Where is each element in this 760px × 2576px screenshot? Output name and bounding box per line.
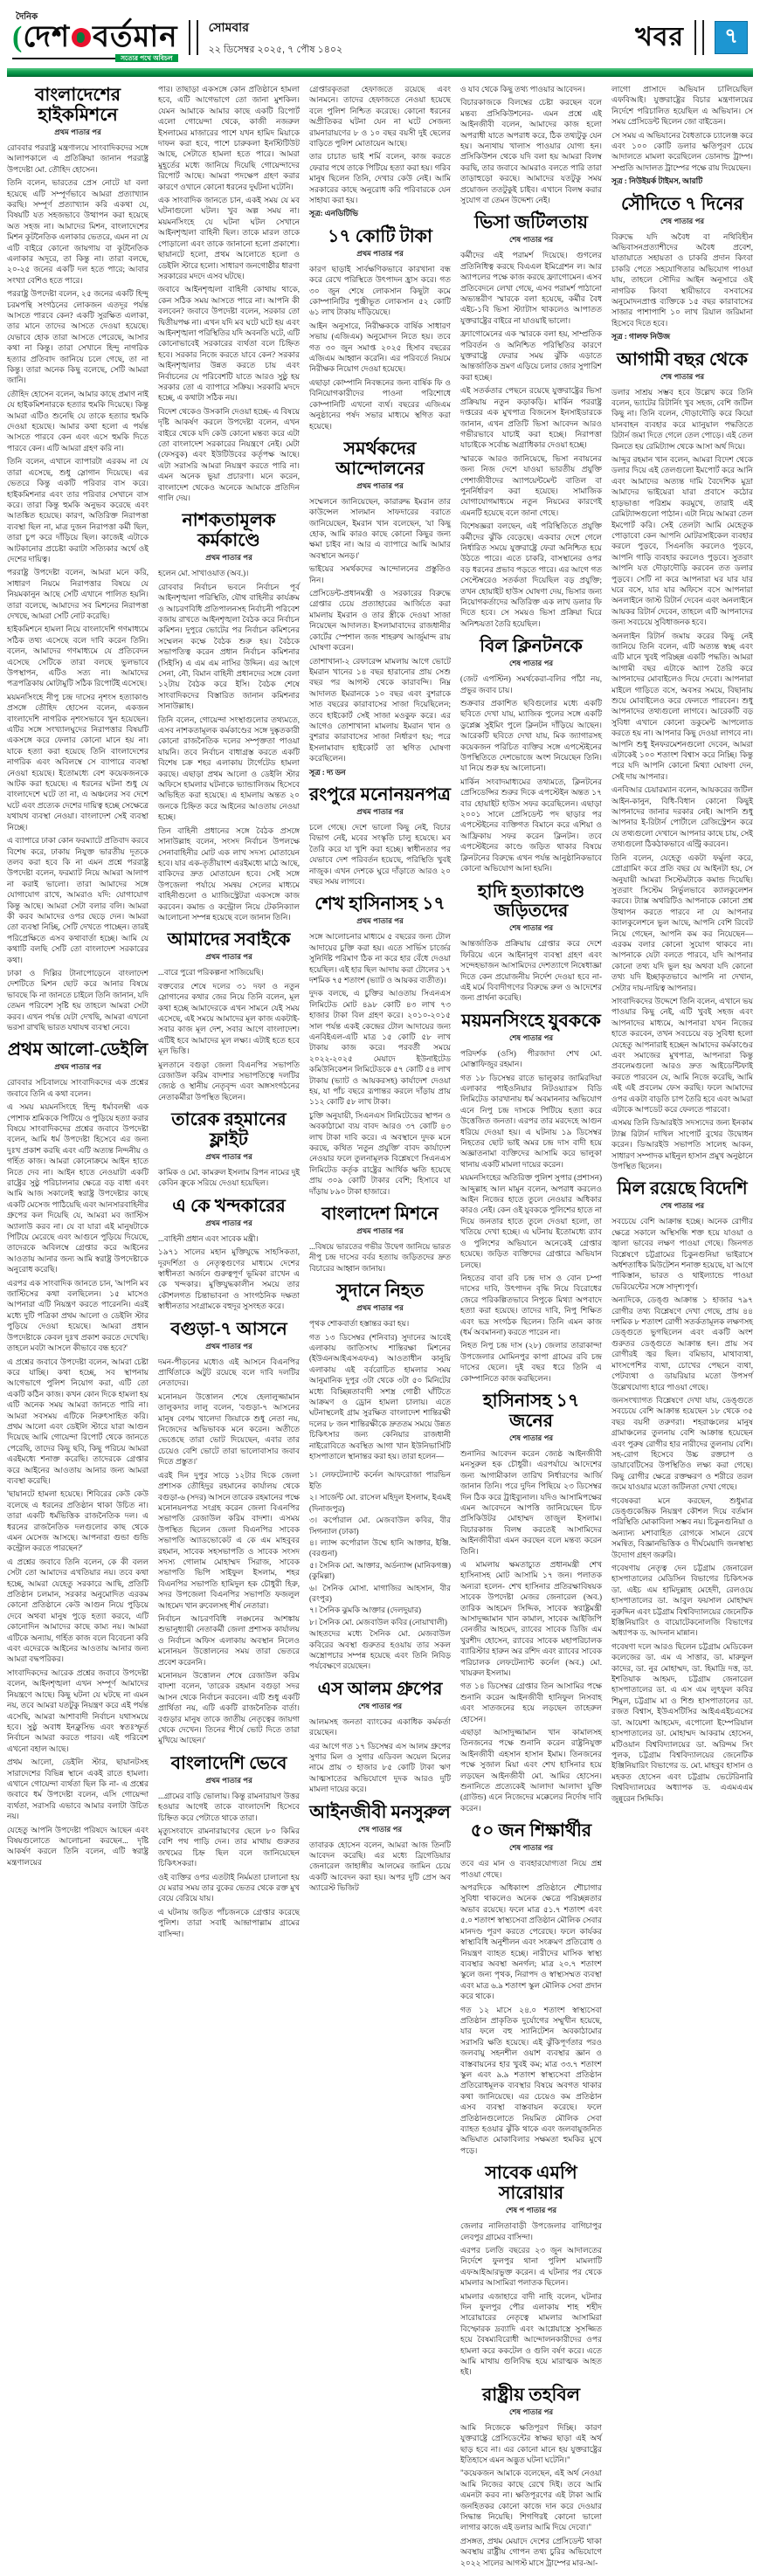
jump-label: প্রথম পাতার পর: [356, 1303, 404, 1313]
article-paragraph: তোশাখানা-২ রেফারেন্স মামলায় আগে ভোটে ইমরান খানের ১৪ বছর হারানোর প্রায় সেশু বছর পর আগস্ট থেকে কারাবন্দি। নিম্ন আদালত ইমরানকে ১০ বছর এবং বুশরাকে সাত বছরের কারাবাসের সাজা দিয়েছিলেন; তবে হাইকোর্ট সেই সাজা মওকুফ করে। এর আগেও তোশাখানা মামলায় ইমরান খান ও বুশরার কারাবাসের সাজা নির্ধারণ হয়; পরে ইসলামাবাদ হাইকোর্ট তা স্থগিত ঘোষণা করেছিলেন।: [309, 656, 451, 763]
article-paragraph: জবাবে আইনশৃঙ্খলা বাহিনী কোথায় থাকে, কেন সঠিক সময় আসতে পারে না। আপনি কী বলবেন? জবাবে উপদেষ্টা বলেন, সরকার তো দ্বিতীয়পক্ষ না। এখন যদি মব ঘটে ঘটে হয় এবং আইনশৃঙ্খলা পরিস্থিতির যদি অবনতি ঘটে, এটি কোনোভাবেই সরকারের ব্যর্থতা বলে চিহ্নিত হবে। সরকার নিজে করতে যাবে কেন? সরকার আইনশৃঙ্খলার উন্নত করতে চায় এবং নির্বাচনের যে পরিবেশটি যাতে আরও সুষ্ঠু হয় সরকার তো এ ব্যাপারে সক্রিয়। সরকারি মদদে হচ্ছে, এ কথাটা সঠিক নয়।: [158, 285, 301, 403]
article-paragraph: এরই দিন দুপুর সাড়ে ১২টার দিকে জেলা প্রশাসক তৌহিদুর রহমানের কার্যালয় থেকে বগুড়া-৬ (সদর) আসনে তারেক রহমানের পক্ষে মনোনয়নপত্র সংগ্রহ করেন জেলা বিএনপির সভাপতি রেজাউল করিম বাদশা। এসময় উপস্থিত ছিলেন জেলা বিএনপির সাবেক সভাপতি অ্যাডভোকেট এ কে এম মাহবুবর রহমান, সাবেক সহসভাপতি ও সাবেক সংসদ সদস্য গোলাম মোহাম্মদ সিরাজ, সাবেক সভাপতি ভিপি সাইফুল ইসলাম, শহর বিএনপির সভাপতি হামিদুল হক চৌধুরী হিরু, সদর উপজেলা বিএনপির সভাপতি ফজলুল আহমেদ খান রুবেলসহ শীর্ষ নেতারা।: [158, 1470, 300, 1610]
article-paragraph: চলে গেছে। দেশে ভালো কিছু নেই, বিচার বিভাগ নেই, মবের সংস্কৃতি চালু হয়েছে। মব তৈরি করে যা খুশি করা হচ্ছে। স্বাধীনতার পর যেভাবে দেশ পরিবর্তন হয়েছে, পরিস্থিতি খুবই নাজুক। এখন দেশকে ঘুরে দাঁড়াতে আরও ২০ বছর সময় লাগবে।: [309, 822, 451, 886]
article-paragraph: জেলার নালিতাবাড়ী উপজেলার বাগিচাপুর লেবপুর গ্রামের বাসিন্দা।: [460, 2221, 602, 2241]
article-headline: রংপুরে মনোনয়নপত্র: [309, 784, 451, 805]
article-headline: সাবেক এমপি সারোয়ার: [485, 2164, 577, 2204]
article-paragraph: আব্দুর রহমান খান বলেন, আমরা বিদেশ থেকে ডলার দিয়ে এই তেলগুলো ইমপোর্ট করে আনি এবং আমাদের অত্যন্ত দামি বৈদেশিক মুদ্রা আমাদের ভাইয়েরা যারা প্রবাসে কঠোর হাড়ভাঙা পরিশ্রম করমুখে, তারাই এই রেমিট্যান্সগুলো পাঠান। এটা নিয়ে আমরা তেল ইমপোর্ট করি। সেই তেলটা আমি মেহেতুক পোড়াবো কেন আপনি মোটরসাইকেল ব্যবহার করলে পুড়বে, সিএনজি করলেও পুড়বে, আপনি গাড়ি ব্যবহার করলেও পুড়বে। সুতরাং আপনি যত দৌড়াদৌড়ি করবেন তত ডলার পুড়বে। সেটি না করে আপনারা ঘর যার যার ঘরে বসে, যার যার অফিসে বসে আপনারা অনলাইনে জাস্ট রিটার্ন দেবেন এবং অনলাইনে আয়কর রিটার্ন দেবেন, তাহলে এটি আপনাদের জন্য সবচেয়ে সুবিধাজনক হবে।: [611, 455, 753, 627]
article-paragraph: বক্তব্যের শেষে দলের ৩১ দফা ও নতুন স্লোগানের কথার জের নিয়ে তিনি বলেন, মূল কথা হচ্ছে আমাদেরকে এখন সামনে যেই সময় এসেছে, এই সময়ে আমাদের মূল কাজ একটাই- সবার কাজ মূল দেশ, সবার আগে বাংলাদেশ। এটিই হবে আমাদের মূল লক্ষ্য। এটাই হতে হবে মূল ভিত্তি।: [158, 981, 300, 1056]
article-paragraph: মনোনয়ন উত্তোলন শেষে হেলালুজ্জামান তালুকদার লালু বলেন, 'বগুড়া-৭ আসনের মানুষ বেগম খালেদা জিয়াকে শুধু নেতা নয়, নিজেদের অভিভাবক মনে করেন। অতীতে ভেঙেছে তারা ভোট দিয়েছেন, এবার তার চেয়েও বেশি ভোটে তারা ভালোবাসার জবাব দিতে প্রস্তুত।': [158, 1392, 300, 1467]
jump-label: প্রথম পাতার পর: [356, 248, 404, 258]
jump-label: শেষ পাতার পর: [357, 1824, 403, 1834]
masthead: [0, 0, 760, 66]
article-paragraph: তিন বাহিনী প্রধানের সঙ্গে বৈঠক প্রসঙ্গে সানাউল্লাহ বলেন, সংসদ নির্বাচন উপলক্ষে সেনাবাহিনীর মোট এক লাখ সদস্য মোতায়েন হবে। যার এক-তৃতীয়াংশ এরইমধ্যে মাঠে আছে, বাকিদের দ্রুত মোতায়েন হবে। সেই সঙ্গে উপজেলা পর্যায়ে সমন্বয় সেলের মাধ্যমে বাহিনীগুলো ও ম্যাজিস্ট্রেটরা একসঙ্গে কাজ করবেন। কমান্ড ও কন্ট্রোল নিয়ে টেকনিক্যাল আলোচনা সম্পন্ন হয়েছে বলে জানান তিনি।: [158, 825, 300, 922]
article-paragraph: পার। তাছাড়া একসঙ্গে কোন প্রতিষ্ঠানে হামলা হবে, এটি আগেভাগে তো জানা মুশকিল। যেমন আমাকে আমার কাছে একটি রিপোর্ট এলো গোয়েন্দা থেকে, কাজী নজরুল ইসলামের মাজারের পাশে যখন হামিদ মিয়াকে দাফন করা হবে, পাশে চারুকলা ইনস্টিটিউট আছে, সেটাতে হামলা হতে পারে। আমরা মুহূর্তের মধ্যে জানিয়ে দিয়েছি গোয়েন্দাদের রিপোর্ট আছে। আমরা পদক্ষেপ গ্রহণ করার কারণে ওখানে কোনো ধরনের দুর্ঘটনা ঘটেনি।: [158, 85, 300, 191]
victim-list-item: ৩। কর্পোরাল মো. মেজবাউল কবির, বীর সিগন্যাল (ঢাকা): [309, 1516, 451, 1536]
article-headline: আইনজীবী মনসুরুল: [309, 1802, 451, 1822]
article-paragraph: পররাষ্ট্র উপদেষ্টা বলেন, আমরা মনে করি, সাধারণ নিয়মে নিরাপত্তার বিষয়ে যে নিয়মকানুন আছে সেটি এখানে পালিত হয়নি। তারা বলেছে, আমাদের সব মিশনের নিরাপত্তা দেখছে, আমরা সেটি নোট করেছি।: [7, 568, 149, 620]
article-paragraph: রোববার নির্বাচন ভবনে নির্বাচন পূর্ব আইনশৃঙ্খলা পরিস্থিতি, যৌথ বাহিনীর কার্যক্রম ও আচরণবিধি প্রতিপালনসহ নির্বাচনী পরিবেশ বজায় রাখতে আইনশৃঙ্খলা বৈঠক করে নির্বাচন কমিশন। দুপুরে ভোটের পর নির্বাচন কমিশনের সম্মেলন কক্ষে বৈঠক শুরু হয়। বৈঠকে সভাপতিত্ব করেন প্রধান নির্বাচন কমিশনার (সিইসি) এ এম এম নাসির উদ্দিন। এর আগে সেনা, নৌ, বিমান বাহিনী প্রধানদের সঙ্গে বেলা ১২টায় বৈঠক করে ইসি। বৈঠক শেষে সাংবাদিকদের বিস্তারিত জানান কমিশনার সানাউল্লাহ।: [158, 582, 300, 711]
article-paragraph: ময়মনসিংহে নীপু চন্দ্র দাসের নৃশংস হত্যাকাণ্ড প্রসঙ্গে তৌহিদ হোসেন বলেন, একজন বাংলাদেশি নাগরিক নৃশংসভাবে খুন হয়েছেন। এটির সঙ্গে সংখ্যালঘুদের নিরাপত্তার বিষয়টি একসঙ্গে করে ফেলার কোনো মানে হয় না। যাকে হত্যা করা হয়েছে তিনি বাংলাদেশের নাগরিক এবং অবিলম্বে সে ব্যাপারে ব্যবস্থা নেওয়া হয়েছে। ইতোমধ্যে বেশ কয়েকজনকে আটক করা হয়েছে। এ ধরনের ঘটনা শুধু যে বাংলাদেশে ঘটে তা না, এ অঞ্চলের সব দেশে ঘটে এবং প্রত্যেক দেশের দায়িত্ব হচ্ছে সেক্ষেত্রে যথাযথ ব্যবস্থা নেওয়া। বাংলাদেশ সেই ব্যবস্থা নিচ্ছে।: [7, 692, 149, 832]
article: [158, 1754, 300, 1939]
article-headline: সৌদিতে ৭ দিনের: [621, 194, 743, 214]
article-paragraph: ...বিষয়ে ভারতের গভীর উদ্বেগ জানিয়ে ভারত নীপু চন্দ্র দাসের বর্বর হত্যায় জড়িতদের দ্রুত বিচারের আহ্বান জানায়।: [309, 1242, 451, 1273]
article-paragraph: বিশেষজ্ঞরা বলছেন, এই পরিস্থিতিতে প্রযুক্তি কর্মীদের ঝুঁকি বেড়েছে। একবার দেশে গেলে নির্ধারিত সময়ে যুক্তরাষ্ট্রে ফেরা অনিশ্চিত হয়ে উঠতে পারে। এতে চাকরি, বাসস্থানের ওপর বড় ধরনের প্রভাব পড়তে পারে। এর আগে গত সেপ্টেম্বরেও সতর্কতা দিয়েছিল বড় প্রযুক্তি; তখন হোয়াইট হাউস ঘোষণা দেয়, ভিসার জন্য নিয়োগকর্তাদের অতিরিক্ত এক লাখ ডলার ফি দিতে হবে। সে সময়ও ভিসা প্রক্রিয়া ঘিরে অনিশ্চয়তা তৈরি হয়েছিল।: [460, 521, 602, 628]
article-paragraph: এ প্রশ্নের জবাবে তিনি বলেন, কে কী বলল সেটা তো আমাদের এখতিয়ার নয়। তবে কথা হচ্ছে, আমরা যেহেতু সরকারে আছি, প্রতিটি প্রতিষ্ঠান চলমান, সরকার অনুমোদিত এরকম কোনো প্রতিষ্ঠানে কেউ আগুন নিয়ে পুড়িয়ে দেবে অথবা মানুষ পুড়ে হত্যা করবে, এটি কোনোদিন আমাদের কাছে কাম্য নয়। আমরা এটিকে অন্যায়, গর্হিত কাজ বলে বিবেচনা করি এবং এদেরকে আইনের আওতায় আনার জন্য আমরা বদ্ধপরিকর।: [7, 1557, 149, 1664]
article: [158, 1110, 300, 1189]
article: [611, 1179, 753, 1803]
victim-list-item: ৬। সৈনিক মোসা. মাগাজির আহসান, বীর (রংপুর): [309, 1583, 451, 1603]
article: [309, 227, 451, 432]
article-paragraph: নির্বাচন আচরণবিধি লঙ্ঘনের আশঙ্কায় শুভানুধ্যায়ী নেতাকর্মী জেলা প্রশাসক কার্যালয় ও নির্বাচন অফিস এলাকায় অবস্থান নিলেও মনোনয়ন উত্তোলনের সময় তারা ভেতরে প্রবেশ করেননি।: [158, 1613, 300, 1667]
article-paragraph: সঙ্গে আলোচনার মাধ্যমে ৫ বছরের জন্য টোল আদায়ের চুক্তি করা হয়। এতে সার্ভিস চার্জের সুনির্দিষ্ট পরিমাণ ঠিক না করে হার বেঁধে দেওয়া হয়েছিল। এই হার ছিল আদায় করা টোলের ১৭ দশমিক ৭৫ শতাংশ (ভ্যাট ও আয়কর ব্যতীত)।: [309, 932, 451, 984]
article-headline: নাশকতামূলক কর্মকাণ্ডে: [182, 511, 276, 551]
article-headline: প্রথম আলো-ডেইলি: [7, 1040, 149, 1060]
jump-label: প্রথম পাতার পর: [356, 1226, 404, 1236]
article-headline: বিল ক্লিনটনকে: [480, 637, 583, 657]
article: [7, 86, 149, 1032]
article-paragraph: প্রথম আলো, ডেইলি স্টার, ছায়ানটসহ সারাদেশের বিভিন্ন স্থানে একই রাতে হামলা। এখানে গোয়েন্দা ব্যর্থতা ছিল কি না- এ প্রশ্নের জবাবে ধর্ম উপদেষ্টা বলেন, এসি গোয়েন্দা ব্যর্থতা, সরাসরি এভাবে আমার বলাটা উচিত নয়।: [7, 1758, 149, 1821]
article-paragraph: গত ১৮ ডিসেম্বর রাতে ভালুকার জামিরদিয়া এলাকার পাইওনিয়ার নিটওয়্যারস বিডি লিমিটেড কারখানায় ধর্ম অবমাননার অভিযোগ এনে নিপু চন্দ্র দাসকে পিটিয়ে হত্যা করে উত্তেজিত জনতা। এরপর তার মরদেহে আগুন ধরিয়ে দেওয়া হয়। এ ঘটনায় ১৯ ডিসেম্বর নিহতের ছোট ভাই অমর চন্দ্র দাস বাদী হয়ে অজ্ঞাতনামা ব্যক্তিদের আসামি করে ভালুকা থানায় একটি মামলা দায়ের করেন।: [460, 1073, 602, 1169]
article-paragraph: যেহেতু আপনি উপদেষ্টা পরিষদে আছেন এবং বিষয়গুলোতে আলোচনা করছেন... দৃষ্টি আকর্ষণ করলে তিনি বলেন, এটি স্বরাষ্ট্র মন্ত্রণালয়ের: [7, 1825, 149, 1867]
column-2: [158, 84, 300, 1947]
article-paragraph: হাইকমিশনে হামলা নিয়ে বাংলাদেশি গণমাধ্যমে সঠিক তথ্য এসেছে বলে দাবি করেন তিনি। বলেন, আমাদের গণমাধ্যমে যে প্রতিবেদন এসেছে সেটিকে তারা বলছে ভুলভাবে উপস্থাপন, এটিও সত্য না। আমাদের পত্রপত্রিকায় মোটামুটি সঠিক রিপোর্টই এসেছে।: [7, 625, 149, 688]
article-headline: মিল রয়েছে বিদেশি: [617, 1179, 748, 1199]
article: [611, 195, 753, 342]
article-paragraph: মৃত্যুসংবাদে রামনারায়ণের ছেলে ৮০ কিমির বেশি পথ পাড়ি দেন। তার মাথায় গুরুতর জখমের চিহ্ন ছিল বলে জানিয়েছেন চিকিৎসকরা।: [158, 1827, 300, 1868]
jump-label: প্রথম পাতার পর: [205, 952, 252, 962]
logo-word-1: দেশ: [23, 20, 71, 53]
article-paragraph: হলেন মো. সাখাওয়াত (অব.)।: [158, 569, 249, 578]
jump-label: প্রথম পাতার পর: [205, 553, 252, 563]
article: [158, 1197, 300, 1312]
article: [7, 1040, 149, 1868]
article: [309, 1680, 451, 1795]
article-paragraph: শুক্রবার প্রকাশিত ছবিগুলোর মধ্যে একটি ছবিতে দেখা যায়, ম্যাজিক পুলের সঙ্গে একটি ডুপ্লেক্স সুইমিং পুলে ক্লিনটন দাঁড়িয়ে আছেন। আরেকটি ছবিতে দেখা যায়, মিক জ্যাগারসহ কয়েকজন পরিচিত ব্যক্তির সঙ্গে এপস্টেইনের উপস্থিতিতে দেশভোজে অংশ নিয়েছেন তিনি। যা নিয়ে শুরু হয় আলোচনা।: [460, 699, 602, 773]
article-paragraph: এ ঘটনায় জড়িত পাঁচজনকে গ্রেপ্তার করেছে পুলিশ। তারা সবাই আন্দ্রাপাল্লাম গ্রামের বাসিন্দা।: [158, 1907, 300, 1938]
article-paragraph: প্রসঙ্গত, প্রথম মেয়াদে দেশের প্রেসিডেন্ট থাকা অবস্থায় রাষ্ট্রীয় গোপন তথ্য চুরির অভিযোগে ২০২২ সালের আগস্ট মাসে ট্রাম্পের মার-আ-: [460, 2536, 602, 2567]
article-paragraph: এনবিআর চেয়ারম্যান বলেন, আয়করের জটিল আইন-কানুন, বিধি-বিধান কোনো কিছুই আপনাদের জানার দরকার নেই। আপনি শুধু আপনার ই-রিটার্ন পোর্টালে রেজিস্ট্রেশন করে যে তথ্যগুলো দেখানে আপনার কাছে চায়, সেই তথ্যগুলো ঠিকঠাকভাবে এন্ট্রি করবেন।: [611, 785, 754, 849]
victim-list-item: ৭। সৈনিক ঝুমকি আক্তার (দেলদুয়ার): [309, 1606, 422, 1615]
article: [460, 2164, 602, 2378]
article-paragraph: কামিক ও মো. কামরুল ইসলাম রিপন নামের দুই কেবিন ক্রুকে সরিয়ে দেওয়া হয়েছিল।: [158, 1168, 300, 1188]
column-1: [7, 84, 149, 1875]
article: [309, 1205, 451, 1274]
jump-label: শেষ পাতার পর: [508, 235, 554, 245]
source-line: সূত্র : দ্য ডন: [309, 767, 346, 777]
article-headline: বাংলাদেশ মিশনে: [321, 1205, 439, 1225]
article-paragraph: এ ব্যাপারে ঢাকা কোন ফরম্যাটে প্রতিবাদ করবে বিশেষ করে, ঢাকায় নিযুক্ত ভারতীয় দূতকে তলব করা হবে কি না এমন প্রশ্নে পররাষ্ট্র উপদেষ্টা বলেন, ফরম্যাট নিয়ে আমরা আলাপ না করাই ভালো। তারা আমাদের সঙ্গে যোগাযোগ রাখে, আমরাও যদি: যোগাযোগ কিন্তু আছে। আমরা সেটা বলার বলি। আমরা কী করব আমাদের ওপর ছেড়ে দেন। আমরা তো ব্যবস্থা নিচ্ছি, সেটি দেখতে পাচ্ছেন। তারই পরিপ্রেক্ষিতে এসব কথাবার্তা হচ্ছে। আমি যে কথাটি বলছি সেটি তো বাংলাদেশ সরকারের কথা।: [7, 836, 149, 964]
article-paragraph: নিহত নিপু চন্দ্র দাস (২৮) জেলার তারাকান্দা উপজেলার মোমিনপুর কাপা গ্রামের রবি চন্দ্র দাসের ছেলে। দুই বছর ধরে তিনি এ কোম্পানিতে কাজ করছিলেন।: [460, 1341, 602, 1383]
article-paragraph: চুক্তি অনুযায়ী, সিএনএস লিমিটেডের স্থাপন ও অবকাঠামো ব্যয় বাবদ আরও ৩৭ কোটি ৪৩ লাখ টাকা দাবি করে। এ অবস্থানে দুদক মনে করছে, কথিত 'নতুন প্রযুক্তি' বাবদ কার্যাদেশ নেওয়ার ফলে তুলনামূলক বিশ্লেষণে সিএনএস লিমিটেড কর্তৃক রাষ্ট্রের আর্থিক ক্ষতি হয়েছে প্রায় ৩০৯ কোটি টাকার বেশি; হিসাবে যা দাঁড়ায় ৮৯০ টাকা হাজারে।: [309, 1110, 451, 1196]
article-paragraph: এসময় তিনি ডিআরইউ সদস্যদের জন্য ইনকাম ট্যাক্স রিটার্ন দাখিল সাপোর্ট বুথের উদ্বোধন করেন। ডিআরইউ সভাপতি সালেহ আকন, সাধারণ সম্পাদক মাইনুল হাসান প্রমুখ অনুষ্ঠানে উপস্থিত ছিলেন।: [611, 1118, 753, 1171]
article: [158, 1320, 300, 1746]
article-paragraph: এর আগে গত ১৭ ডিসেম্বর এস আলম গ্রুপের সুগার মিল ও সুগার এডিবল অয়েল মিলের নামে প্রায় ৩ হাজার ৮৫ কোটি টাকা ঋণ আত্মসাতের অভিযোগে দুদক আরও দুটি মামলা দায়ের করে।: [309, 1741, 451, 1794]
article-paragraph: মামলার এজাহারে বাদী নাহি বলেন, ঘটনার দিন ফুলপুর পৌর এলাকায় শাহ শহীদ সারোয়ারের নেতৃত্বে মামলার আসামিরা বিস্ফোরক দ্রব্যাদি এবং আগ্নেয়াস্ত্রে সুসজ্জিত হয়ে বৈষম্যবিরোধী আন্দোলনকারীদের ওপর হামলা করে ককটেল ও গুলি বর্ষণ করে। এতে আমি মাথায় গুলিবিদ্ধ হয়ে মারাত্মক আহত হই।: [460, 2291, 602, 2377]
source-line: সূত্র: এনডিটিভি: [309, 209, 358, 218]
article: [460, 2386, 602, 2568]
victim-list-item: ৫। সৈনিক মো. আক্তার, অর্ডন্যান্স (মানিকগঞ্জ) (কুমিল্লা): [309, 1560, 451, 1581]
article-continuation: [309, 1469, 451, 1671]
jump-label: প্রথম পাতার পর: [205, 1218, 252, 1227]
article-paragraph: ফ্র্যাগোমেনের এক স্মারকে বলা হয়, সাম্প্রতিক পরিবর্তন ও অনিশ্চিত পরিস্থিতির কারণে যুক্তরাষ্ট্রে ফেরার সময় ঝুঁকি এড়াতে আন্তর্জাতিক ভ্রমণ এড়িয়ে চলার জোর সুপারিশ করা হচ্ছে।: [460, 329, 602, 382]
article-headline: শেখ হাসিনাসহ ১৭: [314, 894, 446, 915]
article-paragraph: অনলাইন রিটার্ন জমায় করের কিছু নেই জানিয়ে তিনি বলেন, এটি অত্যন্ত স্বচ্ছ এবং এটি মানে খুবই পরিচ্ছন্ন একটি পদ্ধতি। আমরা আগামী বছর এটাকে অ্যাপ তৈরি করে আপনাদের মোবাইলেও দিয়ে দেবো। আপনারা মাইলে গাড়িতে বসে, অবসর সময়ে, বিছানায় শুয়ে মোবাইলেও করে ফেলতে পারবেন। শুধু আপনাদের তথ্যগুলো লাগবে। আরেকটি বড় সুবিধা এখানে কোনো ডকুমেন্ট আপলোড করতে হয় না। আপনার কিছু দেওয়া লাগবে না। আপনি শুধু ইনফরমেশনগুলো দেবেন, আমরা এটাকেই ১০০ শতাংশ বিশ্বাস করে নিচ্ছি। কিন্তু পরে যদি আপনি কোনো মিথ্যা ঘোষণা দেন, সেই দায় আপনার।: [611, 631, 753, 781]
jump-label: প্রথম পাতার পর: [205, 1775, 252, 1785]
article-paragraph: গবেষণা দলে আরও ছিলেন চট্টগ্রাম মেডিকেল কলেজের ডা. এম এ সাত্তার, ডা. মারুফুল কাদের, ডা. নুর মোহাম্মদ, ডা. হিমাদ্রি দত্ত, ডা. ইশতিয়াক আহমদ, চট্টগ্রাম জেনারেল হাসপাতালের ডা. এ এস এম লুৎফুল কবির শিমুল, চট্টগ্রাম মা ও শিশু হাসপাতালের ডা. রজত বিশ্বাস, ইউএসটিসির আইএএইচএসের ডা. আয়েশা আহমেদ, এপোলো ইম্পেরিয়াল হাসপাতালের ডা. মোহাম্মদ আকরাম হোসেন, মটিওয়ান বিশ্ববিদ্যালয়ের ডা. অরিন্দম সিং পুলক, চট্টগ্রাম বিশ্ববিদ্যালয়ের জেনেটিক ইঞ্জিনিয়ারিং বিভাগের ড. মো. মাহবুব হাসান ও মহকত হোসেন এবং চট্টগ্রাম ভেটেরিনারি বিশ্ববিদ্যালয়ের অধ্যাপক ড. এএমএএম জুন্নুরেন সিদ্দিকি।: [611, 1641, 753, 1803]
article-paragraph: ...বারে পুরো পরিকল্পনা সাজিয়েছি।: [158, 968, 264, 977]
tagline: সত্যের পথে অবিচল: [115, 54, 177, 63]
article-headline: ৫০ জন শিক্ষার্থীর: [470, 1821, 592, 1841]
article-paragraph: তবে এর মান ও ব্যবহারযোগ্যতা নিয়ে প্রশ্ন পাওয়া গেছে।: [460, 1859, 602, 1879]
article: [460, 882, 602, 1004]
article-paragraph: পৃথক শোকবার্তা হস্তান্তর করা হয়।: [309, 1319, 410, 1329]
article-paragraph: গত ১৩ ডিসেম্বর (শনিবার) সুদানের আবেই এলাকায় জাতিসংঘ শান্তিরক্ষা মিশনের (ইউএনআইএসএফএ) আওতাধীন কানুয়ি এলাকায় এই বর্বরোচিত হামলার সময় আনুমানিক দুপুর ৩টা থেকে ৩টা ৫০ মিনিটের মধ্যে বিচ্ছিন্নতাবাদী সশস্ত্র গোষ্ঠী ঘাঁটিতে আক্রমণ ও ড্রোন হামলা চালায়। এতে ঘটনাস্থলেই গ্রাম সুরক্ষিত বাংলাদেশ শান্তিরক্ষী দলের ৮ জন শান্তিরক্ষীকে দ্রুততম সময়ে উন্নত চিকিৎসার জন্য কেনিয়ার রাজধানী নাইরোবিতে অবস্থিত আগা খান ইউনিভার্সিটি হাসপাতালে স্থানান্তর করা হয়। তারা হলেন—: [309, 1332, 451, 1461]
victim-list-item: ২। সার্জেন্ট মো. রাসেল মহিদুল ইসলাম, ইএমই (দিনাজপুর): [309, 1493, 451, 1513]
article-continuation: [309, 84, 451, 219]
article-paragraph: গত ১৪ ডিসেম্বর গ্রেপ্তার তিন আসামির পক্ষে শুনানি করেন আইনজীবী হানিফুল নিসবাহ এবং সাতজনের হয়ে লড়ছেন তাহেরুল হোসেন।: [460, 1682, 602, 1723]
article-paragraph: সবচেয়ে বেশি আক্রান্ত হচ্ছে। অনেক রোগীর ক্ষেত্রে সকালে অস্থিসন্ধি শক্ত হয়ে যাওয়া ও জ্বালা ভাবের লক্ষণ পাওয়া গেছে। জিনগত বিশ্লেষণে চট্টগ্রামের চিকুনগুনিয়া ভাইরাসে অর্ধশতাধিক মিউটেশন শনাক্ত হয়েছে, যা আগে পাকিস্তান, ভারত ও থাইল্যান্ডে পাওয়া ভেরিয়েন্টের সঙ্গে সাদৃশ্যপূর্ণ।: [611, 1217, 753, 1291]
jump-label: প্রথম পাতার পর: [205, 1341, 252, 1350]
jump-label: প্রথম পাতার পর: [356, 916, 404, 926]
article-paragraph: তিনি বলেন, এখানে ব্যাপারটা এরকম না যে তারা এসেছে, শুধু স্লোগান দিয়েছে। এর ভেতরে কিন্তু একটি পরিবার বাস করে। হাইকমিশনার এবং তার পরিবার সেখানে বাস করে। তারা কিন্তু হুমকি অনুভব করেছে এবং আতঙ্কিত হয়েছে। কারণ, অতিরিক্ত নিরাপত্তা ব্যবস্থা ছিল না, মাত্র দুজন নিরাপত্তা কর্মী ছিল, তারা চুপ করে দাঁড়িয়ে ছিল। কাজেই এটাকে আটকানোর প্রচেষ্টা করাটা সত্যিকার অর্থে ওই দেশের দায়িত্ব।: [7, 457, 149, 563]
jump-label: শেষ পাতার পর: [660, 1201, 705, 1211]
article-paragraph: আন্তর্জাতিক প্রক্রিয়ায় গ্রেপ্তার করে দেশে ফিরিয়ে এনে আইনানুগ ব্যবস্থা গ্রহণ এবং সন্দেহভাজন আসামিদের দেশত্যাগে নিষেধাজ্ঞা দিতে কেন প্রয়োজনীয় নির্দেশ দেওয়া হবে না- এই মর্মে বিবাদীগণের বিরুদ্ধে রুল ও আদেশের জন্য প্রার্থনা করেছি।: [460, 939, 602, 1003]
victim-list-item: ৮। সৈনিক মো. মেজবাউল কবির (নোয়াখালী): [309, 1617, 447, 1626]
article-paragraph: সাংবাদিকদের আরেক প্রশ্নের জবাবে উপদেষ্টা বলেন, আইনশৃঙ্খলা এখন সম্পূর্ণ আমাদের নিয়ন্ত্রণে আছে। কিছু ঘটনা যে ঘটছে না এমন নয়, তবে আমরা যতটুকু নিয়ন্ত্রণ করে এই পর্যন্ত এসেছি, আমরা আশাবাদী নির্বাচন যথাসময়ে হবে। সুষ্ঠু অবাধ ইনক্লুসিভ এবং স্বতঃস্ফূর্ত নির্বাচন আমরা করতে পারব। এই পরিবেশ এখনো বহাল আছে।: [7, 1668, 149, 1753]
article-headline: এ কে খন্দকারের: [172, 1196, 286, 1216]
source-line: সূত্র : নিউইয়র্ক টাইমস, আরটি: [611, 176, 703, 186]
article-paragraph: শুনানির আবেদন করেন জ্যেষ্ঠ আইনজীবী মনসুরুল হক চৌধুরী। এরপর্যায়ে আদেশের জন্য আগামীকাল তারিখ নির্ধারণের আর্জি জানান তিনি। পরে দুদিন পিছিয়ে ২৩ ডিসেম্বর দিন ঠিক করে ট্রাইব্যুনাল। যদিও আসামিপক্ষের এমন আবেদনে আপত্তি জানিয়েছেন চিফ প্রসিকিউটর মোহাম্মদ তাজুল ইসলাম। বিচারকাজ বিলম্ব করতেই আসামিদের আইনজীবীরা এমন করছেন বলে মন্তব্য করেন তিনি।: [460, 1448, 602, 1556]
article-paragraph: বিচারকাজকে বিলম্বের চেষ্টা করছেন বলে মন্তব্য প্রসিকিউশনের- এমন প্রশ্নে এই আইনজীবী বলেন, আমাদের কাজ হলো অপরাধী যাতে অপরাধ করে, ঠিক তথ্যটুকু যেন হয়। অন্যথায় খালাস পাওয়ার যোগ্য হন। প্রসিকিউশন থেকে যদি বলা হয় আমরা বিলম্ব করছি, তার জবাবে আমরাও বলতে পারি তারা তাড়াহুড়ো করছে। আমাদের যতটুকু সময় প্রয়োজন ততটুকুই চাইব। এখানে বিলম্ব করার সুযোগ বা তেমন উদ্দেশ্য নেই।: [460, 98, 602, 205]
article-headline: তারেক রহমানের ফ্লাইট: [171, 1110, 287, 1150]
article-paragraph: এক সাংবাদিক জানতে চান, একই সময় যে মব ঘটনাগুলো ঘটল। খুব অল্প সময় না। ময়মনসিংহে যে ঘটনা ঘটল সেখানে আইনশৃঙ্খলা বাহিনী ছিল। তাকে মারল তাকে পোড়ালো এবং তাকে জানানো হলো প্রকাশ্যে। ছায়ানটে হলো, প্রথম আলোতে হলো ও ডেইলি স্টারে হলো। সাধারণ জনগোষ্ঠীর ধারণা সরকারের মদদে এসব ঘটছে।: [158, 196, 300, 280]
victim-list-item: আহতদের মধ্যে সৈনিক মো. মেজবাউল কবিরের অবস্থা গুরুতর হওয়ায় তার সকল অস্ত্রোপচার সম্পন্ন হয়েছে এবং তিনি নিবিড় পর্যবেক্ষণে রয়েছেন।: [309, 1629, 451, 1671]
article-paragraph: পররাষ্ট্র উপদেষ্টা বলেন, ২৫ জনের একটি হিন্দু চরমপন্থি সংগঠনের লোকজন এতদূর পর্যন্ত আসতে পারবে কেন? একটি সুরক্ষিত এলাকা, তার মানে তাদের আসতে দেওয়া হয়েছে। যেভাবে হোক তারা আসতে পেরেছে, আসার কথা না কিন্তু। তারা সেখানে হিন্দু নাগরিক হত্যার প্রতিবাদ জানিয়ে চলে গেছে, তা না কিন্তু। তারা অনেক কিছু বলেছে, সেটি আমরা জানি।: [7, 289, 149, 385]
logo-rule: [12, 58, 115, 59]
article-paragraph: সাংবাদিকদের উদ্দেশে তিনি বলেন, এখানে ভয় পাওয়ার কিছু নেই, এটি খুবই সহজ এবং আপনাদের মাধ্যমে, আপনারা যখন নিজের হাতে করবেন, তখন সবচেয়ে বড় সুবিধা হলো যেহেতু আপনারাই হচ্ছেন আমাদের কর্মকাণ্ডের এবং সমাজের মুখপাত্র, আপনারা কিন্তু প্রবলেমগুলো আরও দ্রুত আইডেন্টিফাই করতে পারবেন যে, আমি নিজে করেছি, আমি এই এই প্রবলেম ফেস করছি। ফলে আমাদের ওপর একটা বাড়তি চাপ তৈরি হবে এবং আমরা এটাকে আপডেট করে ফেলতে পারবো।: [611, 996, 753, 1115]
article-paragraph: কারণ ছাড়াই সার্বক্ষণিকভাবে কারখানা বন্ধ করে রেখে পরিস্থিতে উৎপাদন হ্রাস করে। গত ৩০ জুন শেষে লোকসান কিছুটা কমে কোম্পানিটির পুঞ্জীভূত লোকসান ৫২ কোটি ৬১ লাখ টাকায় দাঁড়িয়েছে।: [309, 264, 451, 317]
article-paragraph: জনসংখ্যাগত বিশ্লেষণে দেখা যায়, ডেঙ্গুতে সবচেয়ে বেশি আক্রান্ত হয়েছেন ১৮ থেকে ৩৫ বছর বয়সী তরুণরা। শহরাঞ্চলের মানুষ গ্রামাঞ্চলের তুলনায় বেশি আক্রান্ত হয়েছেন এবং পুরুষ রোগীর হার নারীদের তুলনায় বেশি। সহ-রোগ হিসেবে উচ্চ রক্তচাপ ও ডায়াবেটিসের উপস্থিতিও লক্ষ্য করা গেছে। কিছু রোগীর ক্ষেত্রে রক্তক্ষরণ ও শরীরে তরল জমে যাওয়ার মতো জটিলতা দেখা গেছে।: [611, 1395, 753, 1492]
article-paragraph: পরিদর্শক (ওসি) পীরজাদা শেখ মো. মোস্তাফিজুর রহমান।: [460, 1048, 602, 1069]
double-bar-divider: [694, 20, 704, 55]
article-paragraph: মার্কিন সংবাদমাধ্যমের তথ্যমতে, ক্লিনটনের প্রেসিডেন্সির শুরুর দিকে এপস্টেইন অন্তত ১৭ বার হোয়াইট হাউস সফর করেছিলেন। এছাড়া ২০০১ সালে প্রেসিডেন্ট পদ ছাড়ার পর এপস্টেইনের ব্যক্তিগত বিমানে করে এশিয়া ও আফ্রিকায় সফর করেন ক্লিনটন। তবে এপস্টেইনের কাণ্ডে জড়িত থাকার বিষয়ে ক্লিনটনের বিরুদ্ধে এখন পর্যন্ত আনুষ্ঠানিকভাবে কোনো অভিযোগ আনা হয়নি।: [460, 777, 602, 874]
jump-label: শেষ পাতার পর: [508, 2407, 554, 2416]
article-headline: হাদি হত্যাকাণ্ডে জড়িতদের: [477, 881, 585, 922]
article-paragraph: (জেট এপস্টিন) সমর্থকেরা-বলির পাঁঠা নয়, প্রভুর জবাব চায়।: [460, 674, 602, 694]
article-paragraph: "কয়েকজন আমাকে বলেছেন, এই অর্থ নেওয়া আমি নিজের কাছে রেখে দিই। তবে আমি এমনটা করব না। ক্ষতিপূরণের এই টাকা আমি জনহিতকর কোনো কাজে দান করে দেওয়ার সিদ্ধান্ত নিয়েছি। শিগগিরই কোনো ভালো লাগার কাজে এই ডলার আমি দিয়ে দেবো।": [460, 2469, 602, 2532]
article: [309, 439, 451, 777]
article-headline: রাষ্ট্রীয় তহবিল: [481, 2385, 581, 2405]
daily-label: দৈনিক: [16, 11, 38, 22]
article-paragraph: সে সময় এ অভিযানের বৈধতাকে চ্যালেঞ্জ করে এবং ১০০ কোটি ডলার ক্ষতিপূরণ চেয়ে আদালতে মামলা করেছিলেন ডোনাল্ড ট্রাম্প। সম্প্রতি আদালত ট্রাম্পের পক্ষে রায় দিয়েছেন।: [611, 130, 753, 172]
flag-circle-icon: [72, 28, 91, 47]
masthead-green-bar: [7, 68, 753, 77]
article-paragraph: এ মামলায় ক্ষমতাচ্যুত প্রধানমন্ত্রী শেখ হাসিনাসহ মোট আসামি ১৭ জন। পলাতক অন্যরা হলেন- শেখ হাসিনার প্রতিরক্ষাবিষয়ক সাবেক উপদেষ্টা মেজর জেনারেল (অব.) তারিক আহমেদ সিদ্দিক, সাবেক স্বরাষ্ট্রমন্ত্রী আসাদুজ্জামান খান কামাল, সাবেক আইজিপি বেনজীর আহমেদ, র‍্যাবের সাবেক ডিজি এম খুরশীদ হোসেন, র‍্যাবের সাবেক মহাপরিচালক ব্যারিস্টার হারুন অর রশিদ এবং র‍্যাবের সাবেক পরিচালক লেফটেন্যান্ট কর্নেল (অব.) মো. খায়রুল ইসলাম।: [460, 1559, 602, 1678]
article-paragraph: বিরুদ্ধে যদি অবৈধ বা নথিবিহীন অভিবাসনপ্রত্যাশীদের অবৈধ প্রবেশ, যাতায়াতে সহায়তা ও চাকরি প্রদান কিংবা চাকরি পেতে সহযোগিতার অভিযোগ পাওয়া যায়, তাহলে সৌদির আইন অনুসারে ওই নাগরিক কিংবা স্থায়ীভাবে বসবাসের অনুমোদনপ্রাপ্ত ব্যক্তিকে ১৫ বছর কারাবাসের সাজার পাশাপাশি ১০ লাখ রিয়াল জরিমানা হিসেবে দিতে হবে।: [611, 231, 753, 328]
article-paragraph: এ সময় ময়মনসিংহে হিন্দু ধর্মাবলম্বী এক পোশাক শ্রমিককে পিটিয়ে ও পুড়িয়ে হত্যা করার বিষয়ে সাংবাদিকদের প্রশ্নের জবাবে উপদেষ্টা বলেন, আমি ধর্ম উপদেষ্টা হিসেবে এর জন্য দুঃখ প্রকাশ করছি এবং এটি অত্যন্ত নিন্দনীয় ও গর্হিত কাজ। আমরা কোনোক্রমে আইন হাতে নিতে দেব না। আইন হাতে নেওয়াটা একটি রাষ্ট্রের সুষ্ঠু পরিচালনার ক্ষেত্রে বড় বাধা এবং আমি আজ সকালেই স্বরাষ্ট্র উপদেষ্টার কাছে একটি মেসেজ পাঠিয়েছি এবং আনসারবাহিনীর গ্রুপের কল দিয়েছি যে, আমরা মব জাস্টিস অ্যালাউ করব না। যে বা যারা এই মানুষটাকে পিটিয়ে মেরেছে এবং আগুনে পুড়িয়ে দিয়েছে, তাদেরকে অবিলম্বে গ্রেপ্তার করে আইনের আওতায় আনার জন্য আমি স্বরাষ্ট্র উপদেষ্টাকে অনুরোধ করেছি।: [7, 1102, 149, 1274]
article-headline: আমাদের সবাইকে: [167, 930, 291, 950]
column-5: [611, 84, 753, 1812]
article: [460, 1012, 602, 1384]
article-continuation: [611, 84, 753, 187]
article-paragraph: ওই ব্যক্তির ওপর এতটাই নির্মমতা চালানো হয় যে মরার সময় তার বুকের ভেতর থেকে রক্ত মুখ বেয়ে বেরিয়ে যায়।: [158, 1872, 300, 1903]
article-paragraph: নিহতের বাবা রবি চন্দ্র দাস ও বোন চম্পা দাসের দাবি, উৎপাদন বৃদ্ধি নিয়ে বিরোধের জেরে পরিকল্পিতভাবে নিপুকে মিথ্যা অপবাদে হত্যা করা হয়েছে। তাদের দাবি, নিপু শিক্ষিত এবং ভদ্র সংগঠক ছিলেন। তিনি এমন কাজ (ধর্ম অবমাননা) করতে পারেন না।: [460, 1273, 602, 1336]
article-continuation: [460, 84, 602, 205]
article-headline: বাংলাদেশি ভেবে: [170, 1753, 287, 1773]
article-paragraph: আমি নিজেকে ক্ষতিপূরণ দিচ্ছি। কারণ যুক্তরাষ্ট্রে প্রেসিডেন্টের স্বাক্ষর ছাড়া এই অর্থ ছাড় হবে না। এর কোনো মানে হয় যুক্তরাষ্ট্রের ইতিহাসে এমন অদ্ভুত ঘটনা ঘটেনি।": [460, 2422, 602, 2464]
article-paragraph: এই সতর্কতার পেছনে রয়েছে যুক্তরাষ্ট্রের ভিসা প্রক্রিয়ায় নতুন কড়াকড়ি। মার্কিন পররাষ্ট্র দপ্তরের এক মুখপাত্র বিজনেস ইনসাইডারকে জানান, এখন প্রতিটি ভিসা আবেদন আরও গভীরভাবে যাচাই করা হচ্ছে। নিরাপত্তা যাচাইকে সর্বোচ্চ অগ্রাধিকার দেওয়া হচ্ছে।: [460, 386, 602, 450]
jump-label: শেষ পাতার পর: [508, 1433, 554, 1442]
logo-underline: [12, 54, 178, 63]
jump-label: শেষ প পাতার পর: [505, 2206, 557, 2215]
article-headline: ময়মনসিংহে যুবককে: [461, 1011, 601, 1031]
article-headline: বগুড়া-৭ আসনে: [170, 1319, 287, 1339]
jump-label: শেষ পাতার পর: [508, 1843, 554, 1853]
jump-label: প্রথম পাতার পর: [54, 127, 101, 136]
article-paragraph: এছাড়া কোম্পানি নিবন্ধনের জন্য বার্ষিক ফি ও বিনিয়োগকারীদের পাওনা পরিশোধে কোম্পানিটি এখনো ব্যর্থ। বছরের এজিএম অনুষ্ঠানের পর্ষদ সভার মাধ্যমে স্থগিত করা হয়েছে।: [309, 377, 451, 431]
jump-label: শেষ পাতার পর: [357, 1701, 403, 1710]
article-paragraph: অপরদিকে অধিকাংশ প্রতিষ্ঠানে শৌচাগার সুবিধা থাকলেও অনেক ক্ষেত্রে পরিচ্ছন্নতার অভাব রয়েছে। ফলে মাত্র ৫১.৭ শতাংশ এবং ৫.০ শতাংশ স্বাস্থ্যসেবা প্রতিষ্ঠান মৌলিক সেবার মানদণ্ড পূরণ করতে পেরেছে। ফলে কার্যকর স্বাস্থ্যবিধি অনুশীলন এবং সংক্রমণ প্রতিরোধ ও নিয়ন্ত্রণ ব্যাহত হচ্ছে। নারীদের মাসিক স্বাস্থ্য ব্যবস্থার অবস্থা অনর্গল; মাত্র ২০.৭ শতাংশ স্কুলে জন্য পৃথক, নিরাপদ ও স্বাস্থ্যসম্মত ব্যবস্থা এবং মাত্র ৬.৯ শতাংশ স্কুল মৌলিক সেবা প্রদান করে থাকে।: [460, 1883, 602, 2001]
article-paragraph: রোববার পররাষ্ট্র মন্ত্রণালয়ে সাংবাদিকদের সঙ্গে আলাপকালে এ প্রতিক্রিয়া জানান পররাষ্ট্র উপদেষ্টা মো. তৌহিদ হোসেন।: [7, 142, 149, 174]
article-paragraph: তিনি বলেন, যেহেতু একটা ফর্মুলা করে, প্রোগ্রামিং করে প্রতি বছর যে আইনটা হয়, সে অনুযায়ী আমরা সিস্টেমটাকে কমান্ড দিয়েছি। সুতরাং সিস্টেম নির্ভুলভাবে ক্যালকুলেশন করবে। ট্যাক্স অথরিটিও আপনাকে কোনো প্রশ্ন উত্থাপন করতে পারবে না যে আপনার ক্যালকুলেশনে ভুল আছে, আপনি বেশি রিবেট নিয়ে গেছেন, আপনি কম কর নিয়েছেন—এরকম বলার কোনো সুযোগ থাকবে না। আপনাকে যেটা বলতে পারবে, যদি আপনার কোনো তথ্য যদি ভুল হয় অথবা যদি কোনো তথ্য যদি ইচ্ছাকৃতভাবে আপনি না দেখান, সেটার দায়-দায়িত্ব আপনার।: [611, 853, 753, 992]
article-paragraph: এরপর চলতি বছরের ২৩ জুন আদালতের নির্দেশে ফুলপুর থানা পুলিশ মামলাটি এফআইআরভুক্ত করেন। এ ঘটনার পর থেকে মামলার আসামিরা পলাতক ছিলেন।: [460, 2245, 602, 2288]
article: [611, 350, 753, 1172]
article-paragraph: সম্মেলনে জানিয়েছেন, কারারুদ্ধ ইমরান তার কাউন্সেল সালমান সাফদারের বরাতে জানিয়েছেন, ইমরান খান বলেছেন, 'যা কিছু হোক, আমি কারও কাছে কোনো কিছুর জন্য ক্ষমা চাইব না। আর এ ব্যাপারে আমি আমার অবস্থানে অনড়।': [309, 496, 451, 560]
article-paragraph: তিনি বলেন, গোয়েন্দা সংস্থাগুলোর তথ্যমতে, এসব নাশকতামূলক কর্মকাণ্ডের সঙ্গে দুষ্কৃতকারী কোনো রাজনৈতিক দলের সম্পৃক্ততা পাওয়া যায়নি। তবে নির্বাচন বাধাগ্রস্ত করতে একটি বিশেষ চক্র শহর এলাকায় টার্গেটেড হামলা করছে। এছাড়া প্রথম আলো ও ডেইলি স্টার অফিসে হামলার ঘটনাকে ভ্যান্ডালিজম হিসেবে অভিহিত করা হয়েছে। এ হামলায় অন্তত ২০ জনকে চিহ্নিত করে আইনের আওতায় নেওয়া হচ্ছে।: [158, 715, 300, 822]
article-paragraph: ১৯৭১ সালের মহান মুক্তিযুদ্ধে সাহসিকতা, দূরদর্শিতা ও নেতৃত্বগুণের মাধ্যমে দেশের স্বাধীনতা অর্জনে গুরুত্বপূর্ণ ভূমিকা রাখেন এ কে খন্দকার। মুক্তিযুদ্ধকালীন সময়ে তার কৌশলগত চিন্তাভাবনা ও সাংগঠনিক দক্ষতা স্বাধীনতার সংগ্রামকে বহুদূর সুসংহত করে।: [158, 1247, 300, 1311]
article-paragraph: দমন-পীড়নের মধ্যেও এই আসনে বিএনপির প্রার্থিতাকে অটুট রয়েছে বলে দাবি দলটির নেতাদের।: [158, 1357, 300, 1388]
section-title: খবর: [635, 22, 684, 52]
article-headline: আগামী বছর থেকে: [616, 349, 749, 369]
article-paragraph: গবেষকরা মনে করছেন, শুধুমাত্র ডেঙ্গুকেন্দ্রিক নিয়ন্ত্রণ কৌশল দিয়ে বর্তমান পরিস্থিতি মোকাবিলা সম্ভব নয়। চিকুনগুনিয়া ও অন্যান্য মশাবাহিত রোগকে সামনে রেখে সমন্বিত, বিজ্ঞানভিত্তিক ও দীর্ঘমেয়াদি জনস্বাস্থ্য উদ্যোগ গ্রহণ জরুরি।: [611, 1495, 753, 1559]
article-paragraph: ঢাকা ও দিল্লির টানাপোড়েনে বাংলাদেশ দেশটিতে মিশন ছোট করে আনার বিষয়ে ভাবছে কি না জানতে চাইলে তিনি জানান, যদি তেমন পরিবেশ সৃষ্টি হয় তাহলে আমরা সেটা করব। এখন পর্যন্ত যেটা দেখছি, আমরা এখনো ভরসা রাখছি ভারত যথাযথ ব্যবস্থা নেবে।: [7, 968, 149, 1032]
article-paragraph: আইন অনুসারে, নিরীক্ষককে বার্ষিক সাধারণ সভায় (এজিএম) অনুমোদন নিতে হয়। তবে গত ৩০ জুন সমাপ্ত ২০২৫ হিসাব বছরের এজিএম আহ্বান করেনি। এর পরিবর্তে নিয়মে নিরীক্ষক নিয়োগ দেওয়া হয়েছে।: [309, 321, 451, 374]
article-paragraph: গ্রেপ্তারকৃতরা হেফাজতে রয়েছে এবং আনমনে। তাদের হেফাজতে নেওয়া হয়েছে বলে পুলিশ নিশ্চিত করেছে। কোনো ধরনের অপ্রীতিকর ঘটনা যেন না ঘটে সেজন্য রামনারায়ণের ৮ ও ১০ বছর বয়সী দুই ছেলের বাড়িতে পুলিশ মোতায়েন আছে।: [309, 85, 451, 148]
article: [158, 511, 300, 922]
article-paragraph: তাবারক হোসেন বলেন, আমরা আজ তিনটি আবেদন করেছি। এর মধ্যে ব্রিগেডিয়ার জেনারেল জাহাঙ্গীর আলমের জামিন চেয়ে একটি আবেদন করা হয়। অপর দুটি প্রেস অব অ্যারেস্ট ভিজিট: [309, 1840, 451, 1893]
article-paragraph: তৌহিদ হোসেন বলেন, আমার কাছে প্রমাণ নাই যে হাইকমিশনারকে হত্যার হুমকি দিয়েছে। কিন্তু আমরা এটিও শুনেছি যে তাকে হত্যার হুমকি দেওয়া হয়েছে। আমার কথা হলো এ পর্যন্ত আসতে পারবে কেন এবং এসে হুমকি দিতে পারবে কেন। এটি আমরা গ্রহণ করি না।: [7, 389, 149, 452]
jump-label: শেষ পাতার পর: [508, 923, 554, 933]
article: [460, 637, 602, 874]
date-line: ২২ ডিসেম্বর ২০২৫, ৭ পৌষ ১৪০২: [208, 44, 343, 55]
jump-label: প্রথম পাতার পর: [54, 1062, 101, 1072]
article-paragraph: এছাড়া আসাদুজ্জামান খান কামালসহ তিনজনের পক্ষে শুনানি করেন রাষ্ট্রনিযুক্ত আইনজীবী এহসান হাসান ইমাম। তিনজনের পক্ষে সুজাল মিয়া এবং শেখ হাসিনার হয়ে লড়ছেন আইনজীবী মো. আমির হোসেন। শুনানিতে প্রত্যেকেই আলাদা আলাদা যুক্তি (গ্রাউন্ড) এনে নিজেদের মক্কেলের নির্দোষ দাবি করেন।: [460, 1728, 602, 1813]
article-paragraph: তার চাচাত ভাই শর্মি বলেন, কাজ করতে ফেরার পথে তাকে পিটিয়ে হত্যা করা হয়। গরিব মানুষ ছিলেন তিনি, দেখার কেউ নেই। আমি সরকারের কাছে অনুরোধ করি পরিবারকে যেন সাহায্য করা হয়।: [309, 152, 451, 205]
article-paragraph: মুলতানে বগুড়া জেলা বিএনপির সভাপতি রেজাউল করিম বাদশার সভাপতিত্বে দলটির জ্যেষ্ঠ ও স্থানীয় নেতৃবৃন্দ এবং অঙ্গসংগঠনের নেতাকর্মীরা উপস্থিত ছিলেন।: [158, 1060, 300, 1102]
article-paragraph: তিনি বলেন, ভারতের প্রেস নোটে যা বলা হয়েছে এটি সম্পূর্ণভাবে আমরা প্রত্যাখ্যান করছি। সম্পূর্ণ প্রত্যাখ্যান করি একথা যে, বিষয়টি যত সহজভাবে উত্থাপন করা হয়েছে অত সহজ না। আমাদের মিশন, বাংলাদেশের মিশন কূটনৈতিক এলাকার ভেতরে, এমন না যে এটি বাইরে কোনো জায়গায় বা কূটনৈতিক এলাকার অদূরে, তা কিন্তু না। তারা বলছে, ২০-২৫ জনের একটি দল হতে পারে; আবার সংখ্যা বেশিও হতে পারে।: [7, 178, 149, 285]
article: [460, 1392, 602, 1813]
jump-label: শেষ পাতার পর: [508, 659, 554, 668]
jump-label: প্রথম পাতার পর: [356, 480, 404, 490]
article-headline: ভিসা জটিলতায়: [474, 213, 588, 233]
article-headline: বাংলাদেশের হাইকমিশনে: [34, 86, 121, 125]
victim-list-item: ৪। ল্যান্স কর্পোরাল উম্মে হানি আক্তার, ইঞ্জি. (বরগুনা): [309, 1537, 451, 1558]
columns: [0, 77, 760, 2576]
article: [309, 894, 451, 1197]
article-paragraph: গত ১২ মাসে ২৪.০ শতাংশ স্বাস্থ্যসেবা প্রতিষ্ঠান প্রাকৃতিক দুর্যোগের সম্মুখীন হয়েছে, যার ফলে বহু স্যানিটেশন অবকাঠামোর সরাসরি ক্ষতি হয়েছে। এই ঝুঁকিপূর্ণতার পরও জলবায়ু সহনশীল ওয়াশ ব্যবস্থার জ্ঞান ও বাস্তবায়নের হার খুবই কম; মাত্র ৩৩.৭ শতাংশ স্কুল এবং ৯.৯ শতাংশ স্বাস্থ্যসেবা প্রতিষ্ঠান প্রতিরোধমূলক ব্যবস্থার বিষয়ে অবগত থাকার কথা জানিয়েছে। এর চেয়েও কম প্রতিষ্ঠান এসব ব্যবস্থা বাস্তবায়ন করেছে। ফলে প্রতিষ্ঠানগুলোতে নিয়মিত মৌলিক সেবা ব্যাহত হওয়ার ঝুঁকি থাকে এবং জলবায়ুজনিত অভিঘাত মোকাবিলার সক্ষমতা হুমকির মুখে পড়ে।: [460, 2005, 602, 2155]
article-headline: হাসিনাসহ ১৭ জনের: [482, 1391, 580, 1431]
article-paragraph: মনোনয়ন উত্তোলন শেষে রেজাউল করিম বাদশা বলেন, 'তারেক রহমান বগুড়া সদর আসন থেকে নির্বাচন করবেন। এটি শুধু একটি প্রার্থিতা নয়, এটি একটি রাজনৈতিক বার্তা। বগুড়ার মানুষ তাকে জাতীয় নেতৃত্বের জায়গা থেকে দেখেন। তিনের শীর্ষে ভোট দিতে তারা মুখিয়ে আছেন।': [158, 1671, 300, 1745]
page-number-badge: ৭: [715, 21, 748, 54]
article-paragraph: দুদক বলছে, এ চুক্তির আওতায় সিএনএস লিমিটেড মোট ৪৯৮ কোটি ৪৩ লাখ ৭৩ হাজার টাকা বিল গ্রহণ করে। ২০১০-২০১৫ সাল পর্যন্ত একই কেন্দ্রের টোল আদায়ের জন্য এনবিইএল-এটি মাত্র ১৫ কোটি ৫৮ লাখ টাকায় কাজ করে। পরবর্তী সময়ে ২০২২-২০২৫ মেয়াদে ইউনাইটেড কমিউনিকেশন লিমিটেডকে ৫৭ কোটি ৫৪ লাখ টাকায় (ভ্যাট ও আয়করসহ) কার্যাদেশ দেওয়া হয়, যা পাঁচ বছরে রূপান্তর করলে দাঁড়ায় প্রায় ১১২ কোটি ৫৮ লাখ টাকা।: [309, 989, 451, 1107]
article-paragraph: ও যাব থেকে কিছু তথ্য পাওয়ার আবেদন।: [460, 85, 585, 93]
article-paragraph: গবেষণায় নেতৃত্ব দেন চট্টগ্রাম জেনারেল হাসপাতালের মেডিসিন বিভাগের চিকিৎসক ডা. এইচ এম হামিদুল্লাহ মেহেদী, রেলওয়ে হাসপাতালের ডা. আবুল ফয়সাল মোহাম্মদ নুরুদ্দিন এবং চট্টগ্রাম বিশ্ববিদ্যালয়ের জেনেটিক ইঞ্জিনিয়ারিং ও বায়োটেকনোলজি বিভাগের অধ্যাপক ড. আদনান মান্নান।: [611, 1564, 753, 1638]
victim-list-item: ১। লেফটেন্যান্ট কর্নেল আফরোজা পারভিন ইতি: [309, 1470, 451, 1490]
day-name: সোমবার: [208, 19, 249, 34]
logo-wordmark: [12, 20, 178, 53]
article-paragraph: ভাইয়ের সমর্থকদের আন্দোলনের প্রস্তুতিও নিন।: [309, 564, 451, 584]
newspaper-logo: [12, 13, 178, 63]
article-paragraph: ...গ্রামের বাড়ি ভোলায়। কিন্তু রামনারায়ণ উত্তর হওয়ার আগেই তাকে বাংলাদেশি হিসেবে চিহ্নিত করে পেটাতে থাকে তারা।: [158, 1791, 300, 1822]
jump-label: শেষ পাতার পর: [508, 1032, 554, 1042]
column-4: [460, 84, 602, 2576]
date-block: [209, 17, 343, 59]
jump-label: প্রথম পাতার পর: [356, 806, 404, 816]
double-bar-divider: [189, 20, 198, 55]
article-paragraph: অন্যদিকে, ডেঙ্গু আক্রান্ত ১ হাজার ৭৯৭ রোগীর তথ্য বিশ্লেষণে দেখা গেছে, প্রায় ৪৪ দশমিক ৮ শতাংশ রোগী সতর্কতামূলক লক্ষণসহ ডেঙ্গুতে ভুগছিলেন এবং একটি অংশ গুরুতর ডেঙ্গুতে আক্রান্ত হন। প্রায় সব রোগীরই জ্বর ছিল। বমিভাব, মাথাব্যথা, মাংসপেশির ব্যথা, চোখের পেছনে ব্যথা, পেটব্যথা ও ডায়রিয়ার মতো উপসর্গ উল্লেখযোগ্য হারে পাওয়া গেছে।: [611, 1295, 753, 1392]
logo-word-2: বর্তমান: [93, 20, 178, 53]
article-headline: ১৭ কোটি টাকা: [328, 226, 432, 246]
article-continuation: [158, 84, 300, 503]
jump-label: শেষ পাতার পর: [660, 371, 705, 381]
article-headline: এস আলম গ্রুপের: [317, 1679, 443, 1699]
article-paragraph: ময়মনসিংহের অতিরিক্ত পুলিশ সুপার (প্রশাসন) আব্দুল্লাহ আল মামুন বলেন, অপরাধ করলেও আইন নিজের হাতে তুলে নেওয়ার অধিকার কারও নেই। কেন ওই যুবককে পুলিশের হাতে না দিয়ে জনতার হাতে তুলে দেওয়া হলো, তা খতিয়ে দেখা হচ্ছে। এ ঘটনায় ইতোমধ্যে র‍্যাব ও পুলিশের অভিযানে অনেকেই গ্রেপ্তার হয়েছে। জড়িত ব্যক্তিদের গ্রেপ্তারে অভিযান চলছে।: [460, 1173, 602, 1269]
article-paragraph: 'ছায়ানটে হামলা হয়েছে। শিবিরের কেউ কেউ বলেছে এ ধরনের প্রতিষ্ঠান থাকা উচিত না। তারা একটি ধর্মভিত্তিক রাজনৈতিক দল। এ ধরনের রাজনৈতিক দলগুলোর কাছ থেকে এমন মেসেজ আসছে। আপনারা গুন্ডা গুন্ডি কন্ট্রোল করতে পারছেন?': [7, 1489, 149, 1553]
article-paragraph: এরপর এক সাংবাদিক জানতে চান, 'আপনি মব জাস্টিসের কথা বলছিলেন। ১৫ মাসেও আপনারা এটি নিয়ন্ত্রণ করতে পারেননি। এরই মধ্যে দুটি পত্রিকা প্রথম আলো ও ডেইলি স্টার পুড়িয়ে দেওয়া হয়েছে। আমরা প্রধান উপদেষ্টাকে কেবল দুঃখ প্রকাশ করতে দেখেছি। তাহলে মবটা আসলে কীভাবে বন্ধ হবে?': [7, 1278, 149, 1353]
article: [158, 930, 300, 1102]
article-paragraph: ডলার সাশ্রয় সম্ভব হবে উল্লেখ করে তিনি বলেন, ভ্যাটের রিটার্নিং খুব সহজ, বেশি জটিল কিছু না। তিনি বলেন, দৌড়াদৌড়ি করে কিয়ো যানবাহন ব্যবহার করে ম্যানুয়াল পদ্ধতিতে রিটার্ন জমা দিতে গেলে তেল পোড়ে। এই তেল কিনতে হয় রেমিট্যান্স থেকে আসা অর্থ দিয়ে।: [611, 387, 753, 451]
article-paragraph: আলমসহ জনতা ব্যাংকের একাধিক কর্মকর্তা রয়েছেন।: [309, 1716, 451, 1737]
article-paragraph: এ প্রশ্নের জবাবে উপদেষ্টা বলেন, আমরা চেষ্টা করে যাচ্ছি। কথা হচ্ছে, সব স্থাপনায় আগেভাগে পুলিশ নিয়োগ করা, এটি তো একটি কঠিন কাজ। কখন কোন দিকে হামলা হয় এটি অনেক সময় আমরা জানতে পারি না। আমরা সবসময় এটিকে নিরুৎসাহিত করি। প্রথম আলো এবং ডেইলি স্টারে যারা আগুন দিয়েছে আমি গোয়েন্দা রিপোর্ট থেকে জানতে পেরেছি, তাদের কিছু ছবি, কিছু পরিচয় আমরা এরইমধ্যে শনাক্ত করেছি। তাদেরকে গ্রেপ্তার করে আইনের আওতায় আনার জন্য আমরা ব্যবস্থা করেছি।: [7, 1357, 149, 1485]
article-headline: সমর্থকদের আন্দোলনের: [335, 439, 425, 479]
article: [460, 1821, 602, 2156]
article: [309, 1281, 451, 1461]
article-paragraph: বিদেশ থেকেও উসকানি দেওয়া হচ্ছে- এ বিষয়ে দৃষ্টি আকর্ষণ করলে উপদেষ্টা বলেন, এখন বাইরে থেকে যদি কেউ কোনো মন্তব্য করে এটা তো বাংলাদেশ সরকারের নিয়ন্ত্রণে নেই। মেটা (ফেসবুক) এবং ইউটিউবের কর্তৃপক্ষ আছে। এটা সরাসরি আমরা নিয়ন্ত্রণ করতে পারি না। এমন অনেক ভুয়া প্রচারণা। মনে করেন, বাংলাদেশ থেকেও অনেকে আমাকে প্রতিদিন গালি দেয়।: [158, 406, 300, 503]
article: [460, 213, 602, 629]
article-paragraph: লাগো প্রাসাদে অভিযান চালিয়েছিল এফবিআই। যুক্তরাষ্ট্রের বিচার মন্ত্রণালয়ের নির্দেশে পরিচালিত হয়েছিল এ অভিযান। সে সময় প্রেসিডেন্ট ছিলেন জো বাইডেন।: [611, 85, 753, 127]
article-paragraph: প্রেসিডেন্ট-প্রধানমন্ত্রী ও সরকারের বিরুদ্ধে গ্রেপ্তার চেয়ে প্রত্যাহারের আর্জিতে করা মামলায় ইমরান ও তার স্ত্রীকে দেওয়া সাজা নিয়েছেন আদালত। ইসলামাবাদের রাজধানীর কোর্টের স্পেশাল জজ শাহরুখ আর্জুমান্দ রায় ঘোষণা করেন।: [309, 589, 451, 653]
article-paragraph: রোববার সচিবালয়ে সাংবাদিকদের এক প্রশ্নের জবাবে তিনি এ কথা বলেন।: [7, 1078, 149, 1098]
article-paragraph: কর্মীদের এই পরামর্শ দিয়েছে। গুগলের প্রতিনিধিত্ব করছে বিএএল ইমিগ্রেশন ল। আর অ্যাপলের পক্ষে কাজ করছে ফ্র্যাগোমেন। এসব প্রতিবেদনে লেখা গেছে, এসব পরামর্শ পাঠানো অভ্যন্তরীণ স্মারকে বলা হয়েছে, কর্মীর বৈধ এইচ-১বি ভিসা স্ট্যাটাস থাকলেও আপাতত যুক্তরাষ্ট্রের বাইরে না যাওয়াই ভালো।: [460, 251, 602, 325]
jump-label: প্রথম পাতার পর: [205, 1152, 252, 1162]
article-paragraph: স্মারকে আরও জানিয়েছে, ভিসা নবায়নের জন্য নিজ দেশে যাওয়া ভারতীয় প্রযুক্তি পেশাজীবীদের অ্যাপয়েন্টমেন্ট বাতিল বা পুনর্নির্ধারণ করা হয়েছে। সামাজিক যোগাযোগমাধ্যমে নতুন নিয়মের কারণেই এমনটি হয়েছে বলে জানা গেছে।: [460, 453, 602, 517]
jump-label: শেষ পাতার পর: [660, 216, 705, 225]
column-3: [309, 84, 451, 1902]
article: [309, 785, 451, 887]
logo-left-bracket-icon: (: [12, 20, 24, 53]
source-line: সূত্র : গালফ নিউজ: [611, 332, 671, 342]
article-paragraph: ...বাহিনী প্রধান এবং সাবেক মন্ত্রী।: [158, 1233, 259, 1243]
article-headline: সুদানে নিহত: [335, 1281, 425, 1302]
article: [309, 1803, 451, 1894]
